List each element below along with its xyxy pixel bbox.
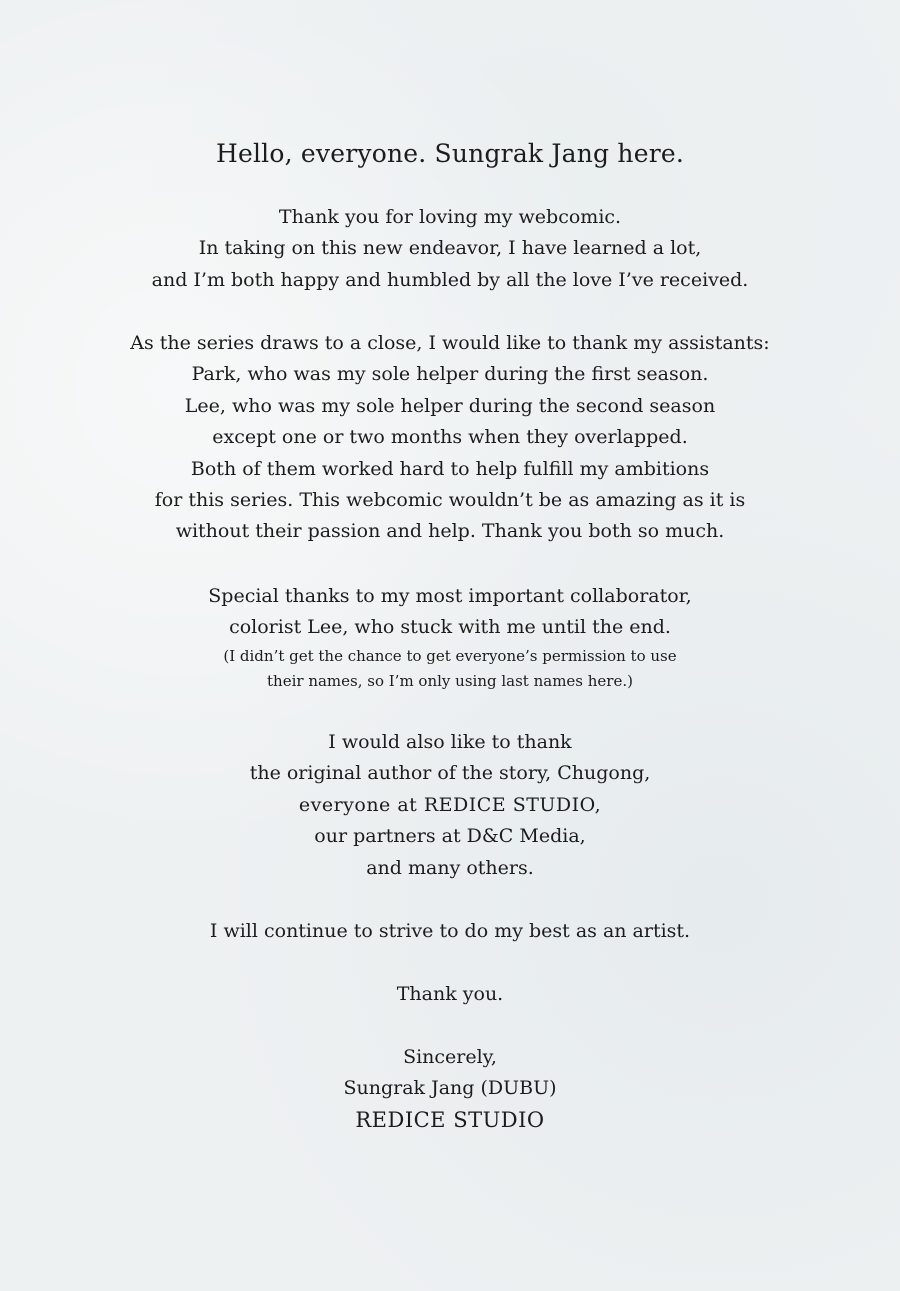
- paragraph-commitment: [0, 916, 900, 947]
- signature-closing: Sincerely,: [403, 1046, 497, 1068]
- paragraph-thanks-colorist: [0, 581, 900, 694]
- letter-title: Hello, everyone. Sungrak Jang here.: [215, 139, 684, 168]
- text-line: Both of them worked hard to help fulfill my ambitions: [190, 457, 710, 480]
- text-line: for this series. This webcomic wouldn’t be as amazing as it is: [154, 489, 746, 512]
- text-line: without their passion and help. Thank you both so much.: [175, 520, 725, 543]
- note-line: their names, so I’m only using last names here.): [267, 671, 633, 690]
- text-line: and I’m both happy and humbled by all the love I’ve received.: [151, 268, 749, 291]
- signature-studio: REDICE STUDIO: [355, 1107, 545, 1132]
- text-line: Thank you for loving my webcomic.: [278, 206, 622, 228]
- paragraph-thank-you: [0, 979, 900, 1010]
- signature-block: [0, 1042, 900, 1136]
- text-line: Special thanks to my most important collaborator,: [208, 585, 692, 607]
- text-line: As the series draws to a close, I would like to thank my assistants:: [130, 332, 770, 354]
- text-line: colorist Lee, who stuck with me until the end.: [229, 616, 671, 639]
- text-line: I would also like to thank: [328, 731, 572, 753]
- text-line: the original author of the story, Chugong,: [249, 762, 651, 785]
- text-line: Thank you.: [396, 983, 504, 1005]
- text-line: In taking on this new endeavor, I have learned a lot,: [198, 237, 702, 260]
- text-line: and many others.: [366, 856, 534, 879]
- paragraph-thanks-readers: [0, 202, 900, 296]
- paragraph-thanks-assistants: [0, 328, 900, 548]
- text-line: everyone at REDICE STUDIO,: [298, 793, 602, 816]
- text-line: Park, who was my sole helper during the first season.: [191, 363, 709, 386]
- text-line: except one or two months when they overlapped.: [212, 426, 688, 449]
- note-line: (I didn’t get the chance to get everyone’s permission to use: [223, 646, 677, 665]
- signature-name: Sungrak Jang (DUBU): [343, 1077, 557, 1100]
- text-line: Lee, who was my sole helper during the second season: [184, 394, 716, 417]
- paragraph-thanks-partners: [0, 727, 900, 884]
- text-line: I will continue to strive to do my best as an artist.: [209, 920, 691, 942]
- text-line: our partners at D&C Media,: [314, 825, 586, 848]
